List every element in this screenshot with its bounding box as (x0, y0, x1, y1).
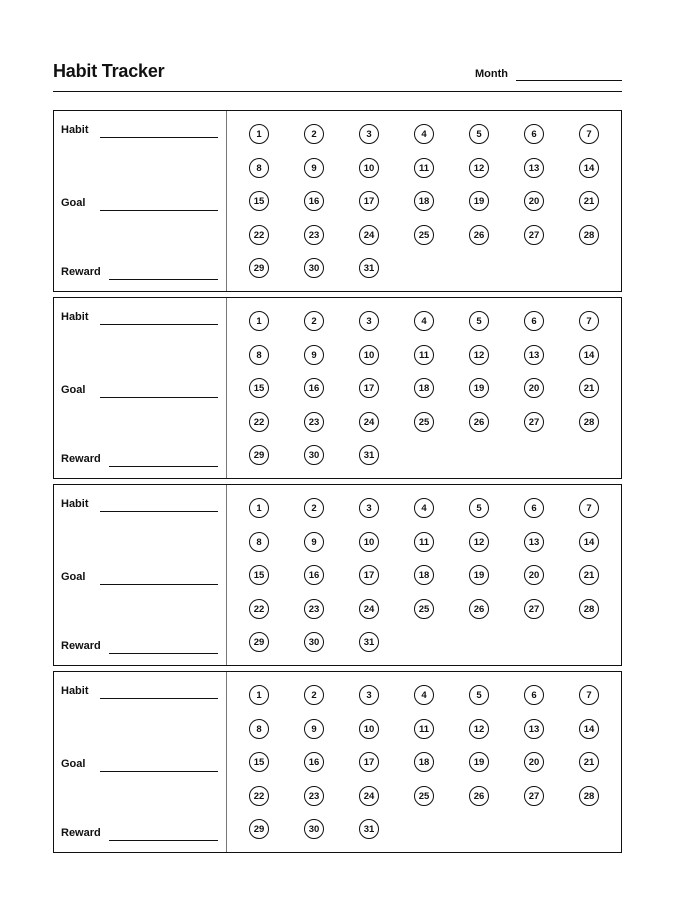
reward-write-line[interactable] (109, 466, 218, 467)
goal-label: Goal (61, 197, 86, 209)
day-circle[interactable]: 30 (304, 819, 324, 839)
habit-write-line[interactable] (100, 137, 218, 138)
day-circle[interactable]: 20 (524, 565, 544, 585)
habit-details-column (54, 672, 227, 852)
day-circle[interactable]: 22 (249, 225, 269, 245)
day-circle[interactable]: 16 (304, 191, 324, 211)
day-circle[interactable]: 28 (579, 225, 599, 245)
day-circle[interactable]: 29 (249, 258, 269, 278)
day-circle[interactable]: 17 (359, 191, 379, 211)
day-circle[interactable]: 15 (249, 378, 269, 398)
day-circle[interactable]: 18 (414, 752, 434, 772)
day-circle[interactable]: 18 (414, 378, 434, 398)
day-circle[interactable]: 8 (249, 719, 269, 739)
day-circle[interactable]: 29 (249, 819, 269, 839)
day-circle[interactable]: 2 (304, 124, 324, 144)
day-circle[interactable]: 25 (414, 786, 434, 806)
day-circle[interactable]: 17 (359, 752, 379, 772)
day-circle[interactable]: 15 (249, 191, 269, 211)
day-circle[interactable]: 24 (359, 412, 379, 432)
day-circle[interactable]: 17 (359, 378, 379, 398)
day-circle[interactable]: 11 (414, 719, 434, 739)
day-circle[interactable]: 17 (359, 565, 379, 585)
reward-write-line[interactable] (109, 653, 218, 654)
day-circle[interactable]: 26 (469, 225, 489, 245)
day-circle[interactable]: 27 (524, 786, 544, 806)
day-circle[interactable]: 30 (304, 258, 324, 278)
habit-tracker-panel (53, 110, 622, 292)
goal-label: Goal (61, 384, 86, 396)
day-circle[interactable]: 6 (524, 498, 544, 518)
day-circle[interactable]: 4 (414, 311, 434, 331)
day-circle[interactable]: 26 (469, 412, 489, 432)
day-circle[interactable]: 31 (359, 632, 379, 652)
day-circle[interactable]: 18 (414, 191, 434, 211)
month-field[interactable] (516, 80, 622, 81)
day-circle[interactable]: 23 (304, 599, 324, 619)
day-circle[interactable]: 2 (304, 498, 324, 518)
day-circle[interactable]: 16 (304, 752, 324, 772)
day-circle[interactable]: 21 (579, 752, 599, 772)
day-circle[interactable]: 19 (469, 565, 489, 585)
day-circle[interactable]: 16 (304, 378, 324, 398)
reward-label: Reward (61, 453, 101, 465)
day-circle[interactable]: 21 (579, 191, 599, 211)
habit-label: Habit (61, 685, 89, 697)
day-circle[interactable]: 31 (359, 258, 379, 278)
day-circle[interactable]: 3 (359, 498, 379, 518)
day-circle[interactable]: 7 (579, 124, 599, 144)
goal-label: Goal (61, 758, 86, 770)
day-circle[interactable]: 23 (304, 225, 324, 245)
day-circle[interactable]: 1 (249, 124, 269, 144)
header-divider (53, 91, 622, 92)
day-circle[interactable]: 6 (524, 311, 544, 331)
day-circle[interactable]: 12 (469, 158, 489, 178)
day-circle[interactable]: 30 (304, 632, 324, 652)
goal-write-line[interactable] (100, 397, 218, 398)
day-circle[interactable]: 8 (249, 345, 269, 365)
reward-write-line[interactable] (109, 840, 218, 841)
goal-write-line[interactable] (100, 210, 218, 211)
day-circle[interactable]: 21 (579, 378, 599, 398)
day-circle[interactable]: 14 (579, 158, 599, 178)
reward-label: Reward (61, 266, 101, 278)
day-circle[interactable]: 28 (579, 786, 599, 806)
day-circle[interactable]: 12 (469, 345, 489, 365)
day-circle[interactable]: 15 (249, 565, 269, 585)
day-circle[interactable]: 29 (249, 632, 269, 652)
day-circle[interactable]: 1 (249, 311, 269, 331)
day-circle[interactable]: 7 (579, 685, 599, 705)
day-circle[interactable]: 12 (469, 532, 489, 552)
day-circle[interactable]: 30 (304, 445, 324, 465)
day-circle[interactable]: 24 (359, 225, 379, 245)
day-circle[interactable]: 19 (469, 191, 489, 211)
day-circle[interactable]: 24 (359, 599, 379, 619)
day-circle[interactable]: 2 (304, 685, 324, 705)
day-circle[interactable]: 3 (359, 311, 379, 331)
day-circle[interactable]: 11 (414, 345, 434, 365)
habit-details-column (54, 298, 227, 478)
day-circle[interactable]: 22 (249, 786, 269, 806)
habit-write-line[interactable] (100, 698, 218, 699)
goal-label: Goal (61, 571, 86, 583)
day-circle[interactable]: 15 (249, 752, 269, 772)
day-circle[interactable]: 7 (579, 311, 599, 331)
day-circle[interactable]: 20 (524, 378, 544, 398)
day-circle[interactable]: 11 (414, 158, 434, 178)
day-circle[interactable]: 24 (359, 786, 379, 806)
day-circle[interactable]: 27 (524, 225, 544, 245)
reward-label: Reward (61, 827, 101, 839)
day-circle[interactable]: 9 (304, 158, 324, 178)
habit-tracker-panel (53, 297, 622, 479)
day-circle[interactable]: 3 (359, 124, 379, 144)
reward-label: Reward (61, 640, 101, 652)
habit-label: Habit (61, 124, 89, 136)
day-circle[interactable]: 5 (469, 685, 489, 705)
day-circle[interactable]: 9 (304, 719, 324, 739)
day-circle[interactable]: 20 (524, 191, 544, 211)
day-circle[interactable]: 28 (579, 599, 599, 619)
day-circle[interactable]: 27 (524, 599, 544, 619)
habit-write-line[interactable] (100, 324, 218, 325)
day-circle[interactable]: 3 (359, 685, 379, 705)
day-circle[interactable]: 6 (524, 124, 544, 144)
day-circle[interactable]: 10 (359, 719, 379, 739)
day-circle[interactable]: 13 (524, 532, 544, 552)
day-circle[interactable]: 13 (524, 345, 544, 365)
day-circle[interactable]: 14 (579, 532, 599, 552)
day-circle[interactable]: 4 (414, 498, 434, 518)
day-circle[interactable]: 26 (469, 786, 489, 806)
day-circle[interactable]: 1 (249, 685, 269, 705)
habit-label: Habit (61, 311, 89, 323)
reward-write-line[interactable] (109, 279, 218, 280)
day-circle[interactable]: 25 (414, 599, 434, 619)
day-circle[interactable]: 25 (414, 412, 434, 432)
day-circle[interactable]: 29 (249, 445, 269, 465)
day-circle[interactable]: 28 (579, 412, 599, 432)
day-circle[interactable]: 5 (469, 311, 489, 331)
habit-tracker-panel (53, 671, 622, 853)
goal-write-line[interactable] (100, 584, 218, 585)
day-circle[interactable]: 7 (579, 498, 599, 518)
goal-write-line[interactable] (100, 771, 218, 772)
day-circle[interactable]: 5 (469, 124, 489, 144)
day-circle[interactable]: 10 (359, 158, 379, 178)
day-circle[interactable]: 9 (304, 532, 324, 552)
day-circle[interactable]: 10 (359, 532, 379, 552)
day-circle[interactable]: 31 (359, 819, 379, 839)
day-circle[interactable]: 5 (469, 498, 489, 518)
day-circle[interactable]: 4 (414, 124, 434, 144)
habit-label: Habit (61, 498, 89, 510)
day-circle[interactable]: 22 (249, 412, 269, 432)
day-circle[interactable]: 19 (469, 378, 489, 398)
day-circle[interactable]: 18 (414, 565, 434, 585)
habit-details-column (54, 485, 227, 665)
day-circle[interactable]: 14 (579, 719, 599, 739)
day-circle[interactable]: 25 (414, 225, 434, 245)
habit-details-column (54, 111, 227, 291)
day-circle[interactable]: 10 (359, 345, 379, 365)
day-circle[interactable]: 26 (469, 599, 489, 619)
day-circle[interactable]: 8 (249, 532, 269, 552)
day-circle[interactable]: 2 (304, 311, 324, 331)
day-circle[interactable]: 9 (304, 345, 324, 365)
day-circle[interactable]: 12 (469, 719, 489, 739)
month-label: Month (475, 68, 508, 80)
day-circle[interactable]: 13 (524, 719, 544, 739)
day-circle[interactable]: 11 (414, 532, 434, 552)
day-circle[interactable]: 23 (304, 786, 324, 806)
page-title: Habit Tracker (53, 61, 165, 81)
day-circle[interactable]: 21 (579, 565, 599, 585)
day-circle[interactable]: 4 (414, 685, 434, 705)
day-circle[interactable]: 8 (249, 158, 269, 178)
day-circle[interactable]: 14 (579, 345, 599, 365)
day-circle[interactable]: 1 (249, 498, 269, 518)
day-circle[interactable]: 13 (524, 158, 544, 178)
habit-tracker-panel (53, 484, 622, 666)
habit-write-line[interactable] (100, 511, 218, 512)
day-circle[interactable]: 22 (249, 599, 269, 619)
day-circle[interactable]: 16 (304, 565, 324, 585)
day-circle[interactable]: 20 (524, 752, 544, 772)
day-circle[interactable]: 6 (524, 685, 544, 705)
day-circle[interactable]: 27 (524, 412, 544, 432)
day-circle[interactable]: 31 (359, 445, 379, 465)
day-circle[interactable]: 19 (469, 752, 489, 772)
day-circle[interactable]: 23 (304, 412, 324, 432)
